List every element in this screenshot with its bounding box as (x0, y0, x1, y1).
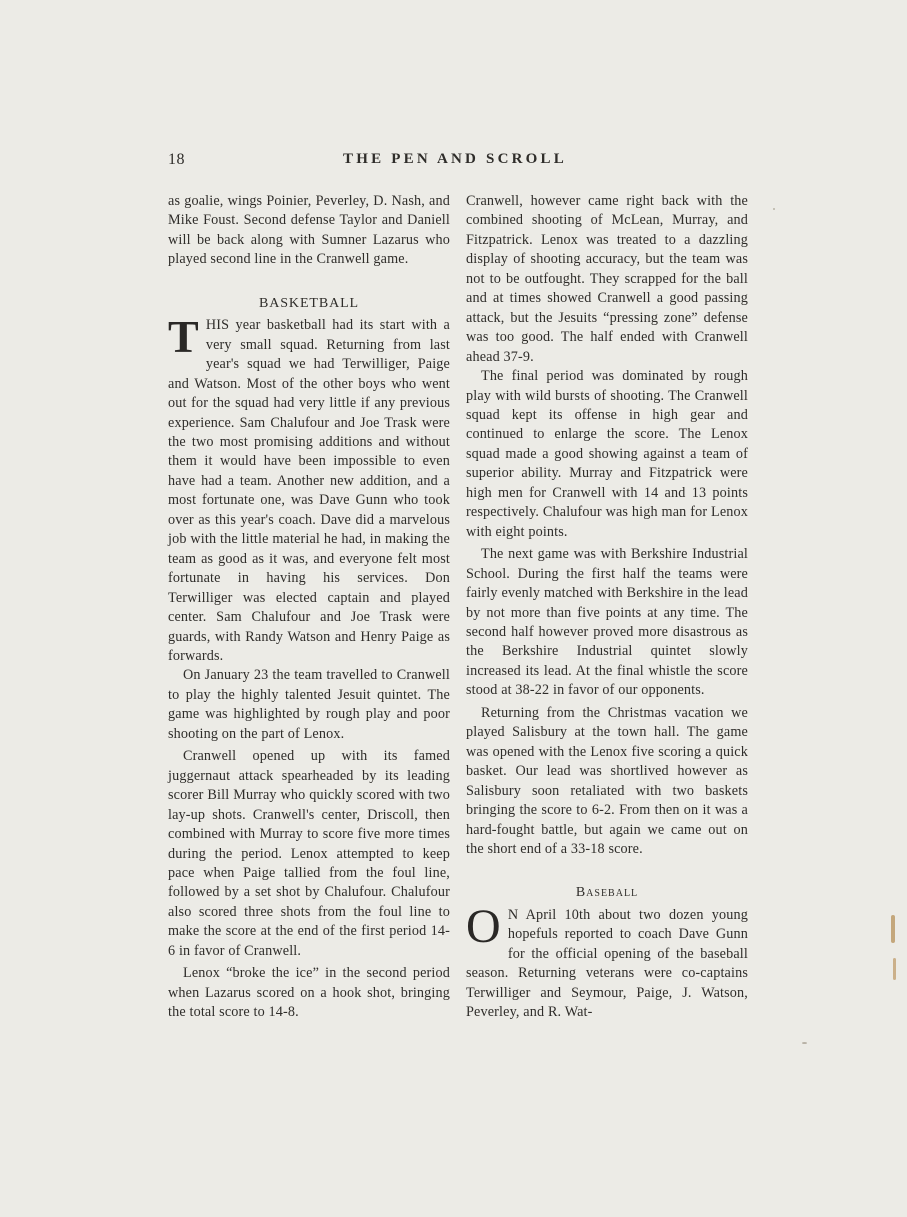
baseball-intro-text: N April 10th about two dozen young hopefuls reported to coach Dave Gunn for the official opening of the baseball season. Returning veterans were co-captains Terwilliger and Seymour, Paige, J. Watson, Peverley, and R. Wat- (466, 906, 748, 1021)
baseball-intro-paragraph (466, 899, 748, 1023)
running-title: THE PEN AND SCROLL (343, 151, 567, 167)
drop-cap-o: O (466, 899, 501, 953)
basketball-heading: BASKETBALL (259, 295, 359, 311)
hockey-paragraph-end: as goalie, wings Poinier, Peverley, D. Nash, and Mike Foust. Second defense Taylor and Daniell will be back along with Sumner Lazarus who played second line in the Cranwell game. (168, 193, 450, 268)
left-column (168, 192, 450, 1023)
paper-speck (802, 1042, 807, 1044)
right-column (466, 192, 748, 1023)
basketball-intro-paragraph (168, 311, 450, 666)
page-number: 18 (168, 151, 185, 168)
paper-stain (893, 958, 896, 980)
paper-stain (891, 915, 895, 943)
cranwell-half-paragraph: Cranwell, however came right back with the combined shooting of McLean, Murray, and Fitzpatrick. Lenox was treated to a dazzling display of shooting accuracy, but the team was not to be outfought. They scrapped for the ball and at times showed Cranwell a good passing attack, but the Jesuits “pressing zone” defense was too good. The half ended with Cranwell ahead 37-9. (466, 193, 748, 365)
cranwell-first-period-paragraph: Cranwell opened up with its famed juggernaut attack spearheaded by its leading scorer Bill Murray who quickly scored with two lay-up shots. Cranwell's center, Driscoll, then combined with Murray to score five more times during the period. Lenox attempted to keep pace when Paige tallied from the foul line, followed by a set shot by Chalufour. Chalufour also scored three shots from the foul line to make the score at the end of the first period 14-6 in favor of Cranwell. (168, 748, 450, 959)
cranwell-trip-paragraph: On January 23 the team travelled to Cranwell to play the highly talented Jesuit quintet. The game was highlighted by rough play and poor shooting on the part of Lenox. (168, 667, 450, 742)
salisbury-game-paragraph: Returning from the Christmas vacation we played Salisbury at the town hall. The game was opened with the Lenox five scoring a quick basket. Our lead was shortlived however as Salisbury soon retaliated with two baskets bringing the score to 6-2. From then on it was a hard-fought battle, but again we came out on the short end of a 33-18 score. (466, 704, 748, 857)
drop-cap-t: T (168, 311, 199, 363)
baseball-heading: Baseball (575, 885, 639, 901)
final-period-paragraph: The final period was dominated by rough play with wild bursts of shooting. The Cranwell squad kept its offense in high gear and continued to enlarge the score. The Lenox squad made a good showing against a team of superior ability. Murray and Fitzpatrick were high men for Cranwell with 14 and 13 points respectively. Chalufour was high man for Lenox with eight points. (466, 368, 748, 540)
basketball-intro-text: HIS year basketball had its start with a very small squad. Returning from last year's squad we had Terwilliger, Paige and Watson. Most of the other boys who went out for the squad had very little if any previous experience. Sam Chalufour and Joe Trask were the two most promising additions and without them it would have been impossible to even have had a team. Another new addition, and a most fortunate one, was Dave Gunn who took over as this year's coach. Dave did a marvelous job with the little material he had, in making the team as good as it was, and everyone felt most fortunate in having his services. Don Terwilliger was elected captain and played center. Sam Chalufour and Joe Trask were guards, with Randy Watson and Henry Paige as forwards. (168, 317, 450, 664)
page-header (168, 151, 742, 175)
paper-speck (773, 208, 775, 210)
berkshire-game-paragraph: The next game was with Berkshire Industrial School. During the first half the teams were fairly evenly matched with Berkshire in the lead by not more than five points at any time. The second half however proved more disastrous as the Berkshire Industrial quintet slowly increased its lead. At the final whistle the score stood at 38-22 in favor of our opponents. (466, 546, 748, 699)
second-period-paragraph: Lenox “broke the ice” in the second period when Lazarus scored on a hook shot, bringing the total score to 14-8. (168, 965, 450, 1021)
